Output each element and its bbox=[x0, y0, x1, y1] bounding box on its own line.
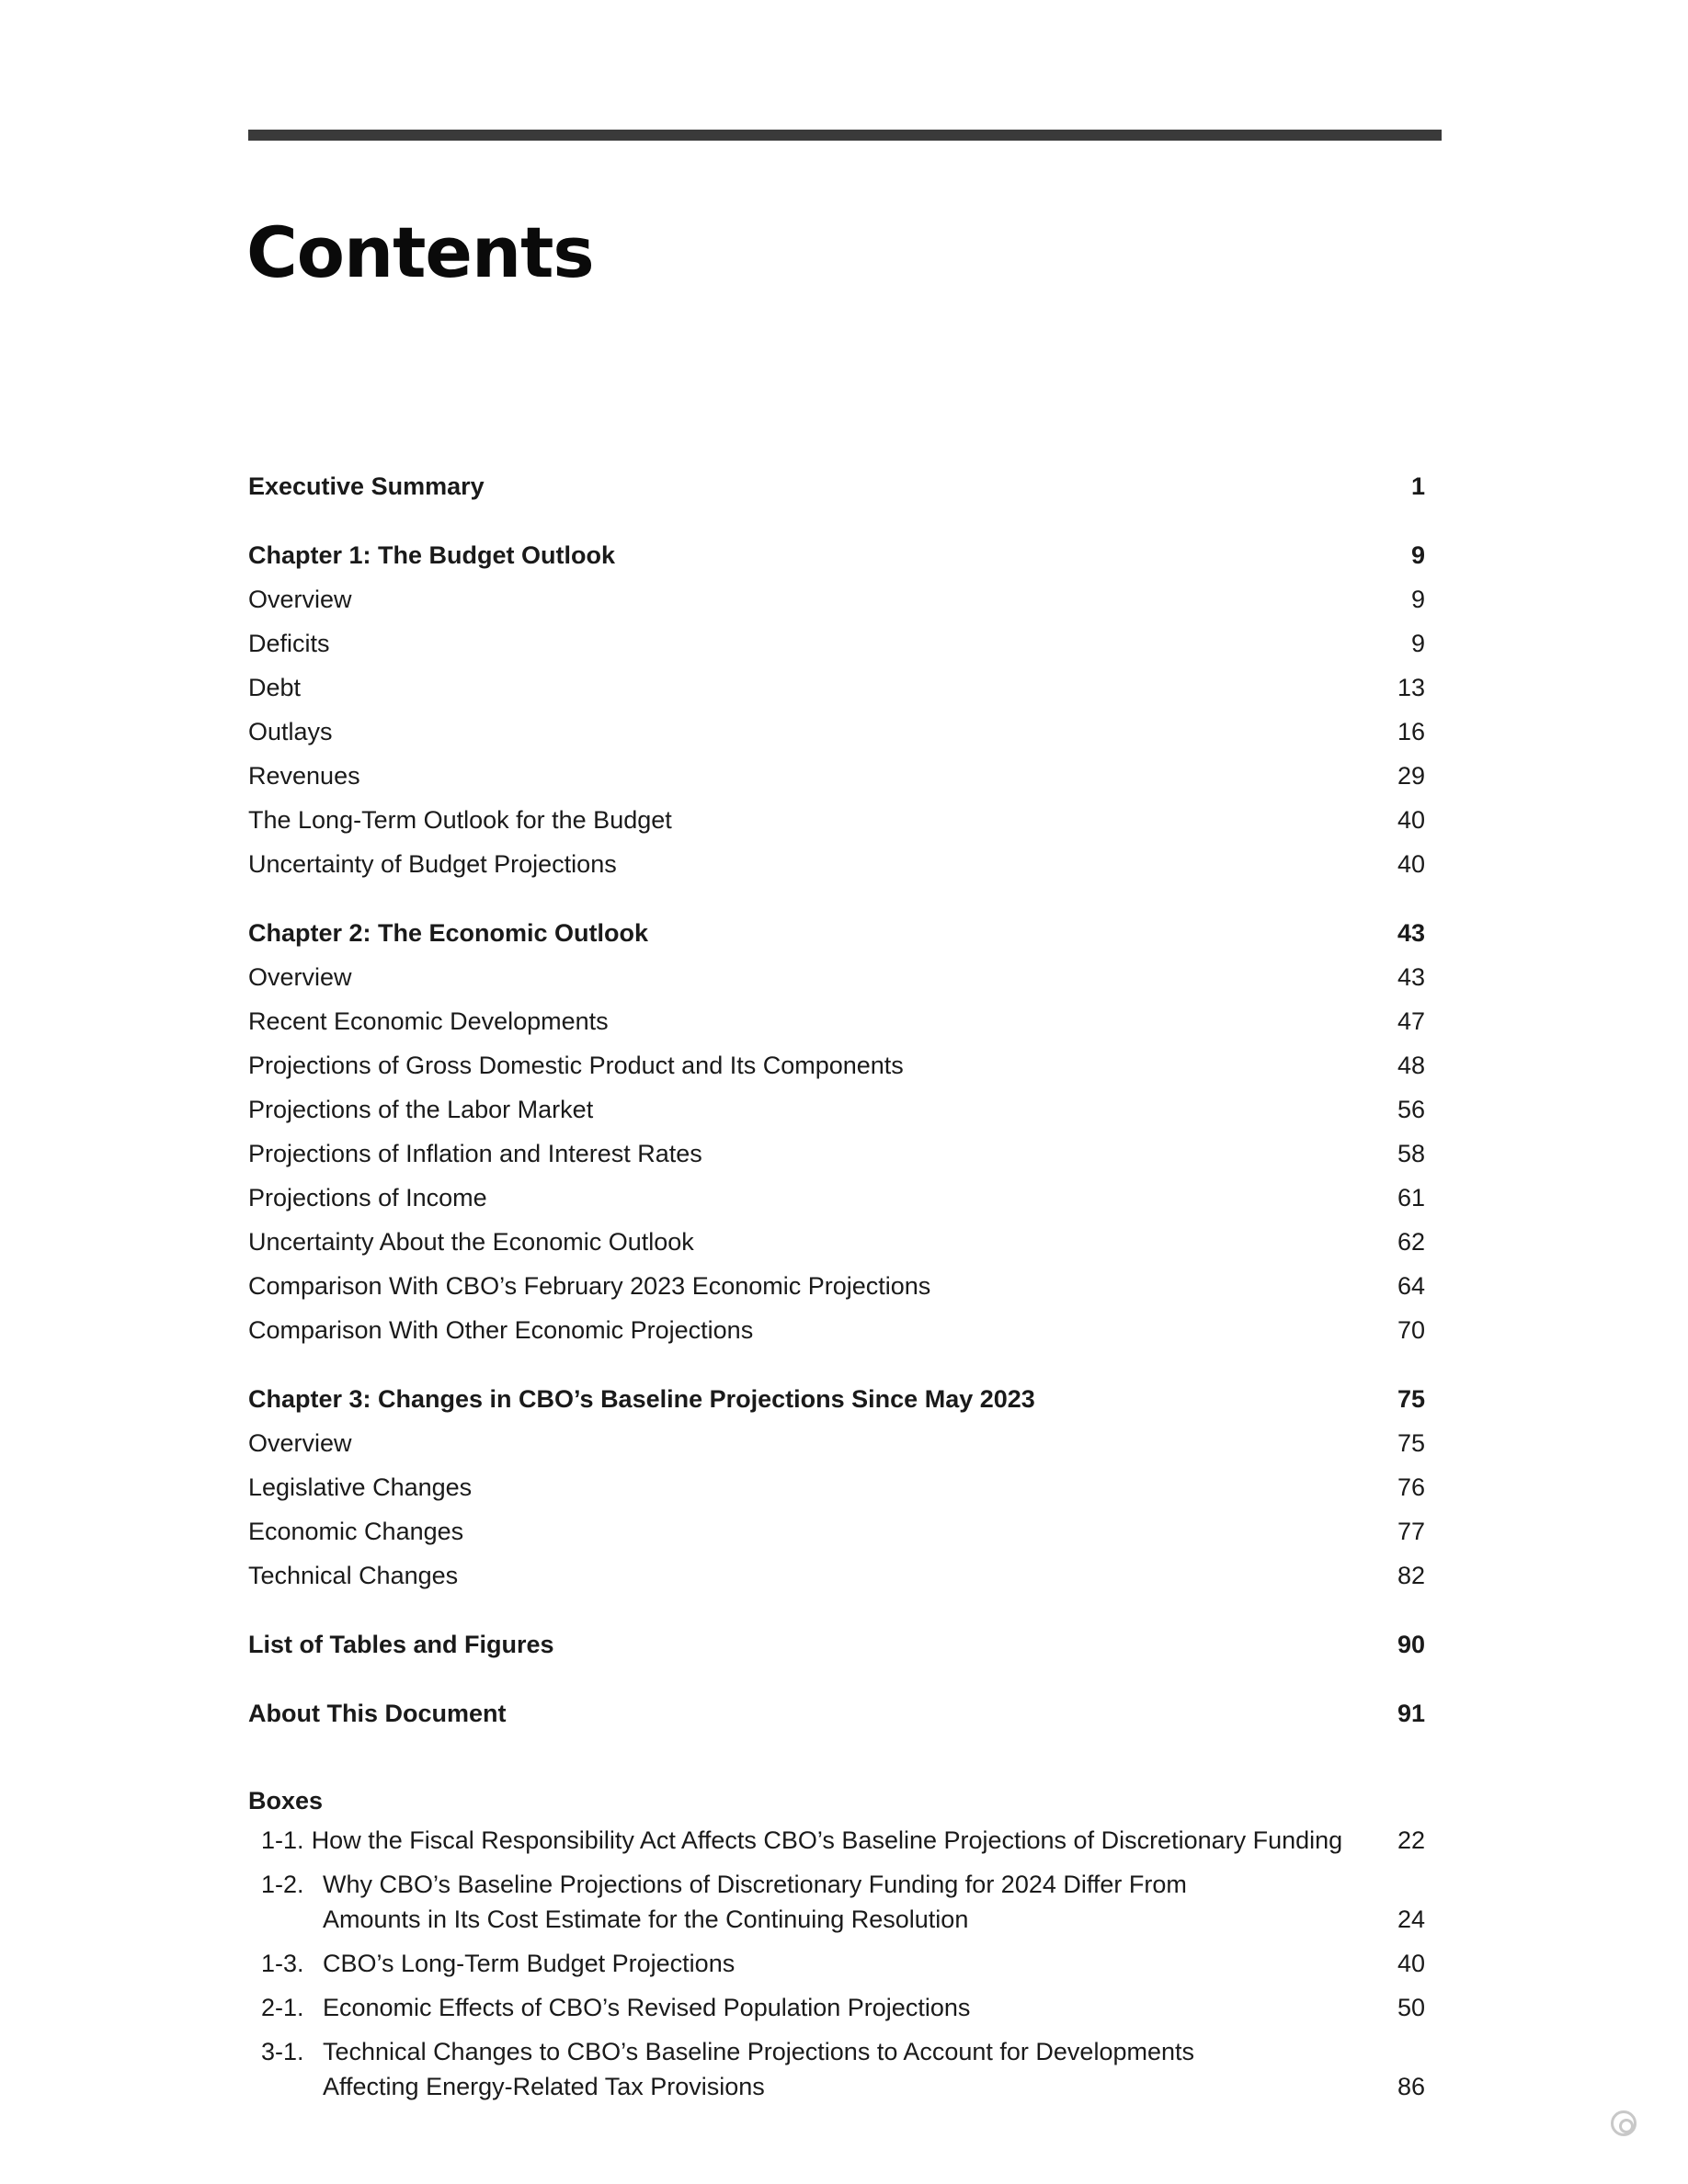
toc-section-entry[interactable] bbox=[248, 464, 1425, 508]
toc-entry-label: About This Document bbox=[248, 1699, 507, 1727]
toc-entry-page: 75 bbox=[1397, 1384, 1425, 1413]
toc-entry[interactable] bbox=[248, 577, 1425, 621]
toc-section-entry[interactable] bbox=[248, 1622, 1425, 1666]
toc-entry[interactable] bbox=[248, 999, 1425, 1043]
toc-entry[interactable] bbox=[248, 1132, 1425, 1176]
toc-entry-label: Projections of Gross Domestic Product and Its Components bbox=[248, 1051, 904, 1079]
box-entry[interactable] bbox=[248, 1823, 1425, 1858]
toc-entry[interactable] bbox=[248, 1509, 1425, 1553]
toc-entry-page: 70 bbox=[1397, 1315, 1425, 1344]
toc-entry-label: Overview bbox=[248, 962, 352, 991]
box-entry-title-line: How the Fiscal Responsibility Act Affects CBO’s Baseline Projections of Discretionary Funding bbox=[311, 1826, 1343, 1854]
table-of-contents bbox=[248, 464, 1425, 1735]
toc-section-entry[interactable] bbox=[248, 533, 1425, 577]
box-entry-title-line: Why CBO’s Baseline Projections of Discretionary Funding for 2024 Differ From bbox=[323, 1871, 1187, 1898]
toc-entry-label: Overview bbox=[248, 1428, 352, 1457]
toc-entry[interactable] bbox=[248, 1220, 1425, 1264]
toc-entry[interactable] bbox=[248, 754, 1425, 798]
box-entry[interactable] bbox=[248, 1946, 1425, 1981]
toc-entry-page: 48 bbox=[1397, 1051, 1425, 1079]
box-entry-title-line: Affecting Energy-Related Tax Provisions bbox=[323, 2073, 765, 2100]
box-entry-page: 50 bbox=[1397, 1994, 1425, 2021]
toc-entry[interactable] bbox=[248, 955, 1425, 999]
toc-entry-label: Projections of Inflation and Interest Rates bbox=[248, 1139, 702, 1167]
toc-entry-page: 76 bbox=[1397, 1473, 1425, 1501]
toc-entry[interactable] bbox=[248, 1264, 1425, 1308]
toc-entry-page: 90 bbox=[1397, 1630, 1425, 1658]
toc-entry-label: Technical Changes bbox=[248, 1561, 459, 1589]
toc-entry[interactable] bbox=[248, 1465, 1425, 1509]
box-entry-title-line: Technical Changes to CBO’s Baseline Projections to Account for Developments bbox=[323, 2038, 1195, 2065]
box-entry-number: 1-2. bbox=[261, 1871, 304, 1898]
toc-entry-label: Projections of Income bbox=[248, 1183, 487, 1211]
box-entry-page: 86 bbox=[1397, 2073, 1425, 2100]
box-entry-number: 1-1. bbox=[261, 1826, 304, 1854]
toc-entry-label: Deficits bbox=[248, 629, 330, 657]
toc-entry-page: 43 bbox=[1397, 962, 1425, 991]
box-entry-title bbox=[323, 1867, 1324, 1937]
toc-entry-label: Uncertainty About the Economic Outlook bbox=[248, 1227, 694, 1256]
box-entry-title-line: CBO’s Long-Term Budget Projections bbox=[323, 1950, 736, 1977]
toc-entry[interactable] bbox=[248, 798, 1425, 842]
box-entry-page: 22 bbox=[1397, 1826, 1425, 1854]
toc-section-entry[interactable] bbox=[248, 911, 1425, 955]
toc-entry[interactable] bbox=[248, 1087, 1425, 1132]
boxes-heading: Boxes bbox=[248, 1787, 324, 1814]
toc-entry-label: Revenues bbox=[248, 761, 360, 790]
toc-entry[interactable] bbox=[248, 1043, 1425, 1087]
toc-entry[interactable] bbox=[248, 710, 1425, 754]
toc-entry-label: Uncertainty of Budget Projections bbox=[248, 849, 617, 878]
toc-entry-label: Overview bbox=[248, 585, 352, 613]
toc-entry[interactable] bbox=[248, 1308, 1425, 1352]
toc-entry[interactable] bbox=[248, 621, 1425, 665]
toc-entry-label: The Long-Term Outlook for the Budget bbox=[248, 805, 672, 834]
toc-entry-label: Chapter 2: The Economic Outlook bbox=[248, 918, 649, 947]
toc-entry-page: 56 bbox=[1397, 1095, 1425, 1123]
box-entry-title-line: Amounts in Its Cost Estimate for the Continuing Resolution bbox=[323, 1905, 969, 1933]
box-entry-title bbox=[312, 1823, 1343, 1858]
toc-entry-page: 62 bbox=[1397, 1227, 1425, 1256]
watermark-icon bbox=[1611, 2110, 1637, 2136]
toc-entry[interactable] bbox=[248, 1553, 1425, 1598]
toc-entry-page: 61 bbox=[1397, 1183, 1425, 1211]
toc-entry-label: Debt bbox=[248, 673, 302, 701]
toc-entry-page: 29 bbox=[1397, 761, 1425, 790]
toc-entry-page: 40 bbox=[1397, 849, 1425, 878]
toc-entry-page: 16 bbox=[1397, 717, 1425, 745]
toc-entry-page: 40 bbox=[1397, 805, 1425, 834]
toc-entry-page: 13 bbox=[1397, 673, 1425, 701]
box-entry[interactable] bbox=[248, 2034, 1425, 2104]
header-rule bbox=[248, 130, 1442, 141]
toc-entry-page: 1 bbox=[1410, 472, 1425, 500]
toc-entry[interactable] bbox=[248, 842, 1425, 886]
toc-entry[interactable] bbox=[248, 665, 1425, 710]
toc-entry-label: Comparison With CBO’s February 2023 Economic Projections bbox=[248, 1271, 931, 1300]
toc-entry-page: 9 bbox=[1410, 540, 1425, 569]
toc-entry-page: 75 bbox=[1397, 1428, 1425, 1457]
toc-entry-label: Chapter 1: The Budget Outlook bbox=[248, 540, 616, 569]
box-entry-number: 3-1. bbox=[261, 2038, 304, 2065]
box-entry-page: 24 bbox=[1397, 1905, 1425, 1933]
toc-entry-page: 91 bbox=[1397, 1699, 1425, 1727]
box-entry-title bbox=[323, 1946, 1324, 1981]
toc-entry-label: Economic Changes bbox=[248, 1517, 464, 1545]
toc-entry[interactable] bbox=[248, 1176, 1425, 1220]
toc-entry-page: 9 bbox=[1410, 629, 1425, 657]
boxes-list bbox=[248, 1823, 1425, 2113]
box-entry-title-line: Economic Effects of CBO’s Revised Population Projections bbox=[323, 1994, 971, 2021]
toc-entry-label: Recent Economic Developments bbox=[248, 1007, 609, 1035]
toc-entry-page: 47 bbox=[1397, 1007, 1425, 1035]
box-entry-title bbox=[323, 2034, 1324, 2104]
box-entry[interactable] bbox=[248, 1990, 1425, 2025]
toc-entry-label: Legislative Changes bbox=[248, 1473, 473, 1501]
toc-entry-page: 77 bbox=[1397, 1517, 1425, 1545]
toc-entry-label: List of Tables and Figures bbox=[248, 1630, 554, 1658]
toc-entry-label: Outlays bbox=[248, 717, 333, 745]
box-entry-page: 40 bbox=[1397, 1950, 1425, 1977]
toc-entry-page: 64 bbox=[1397, 1271, 1425, 1300]
toc-entry-page: 58 bbox=[1397, 1139, 1425, 1167]
toc-section-entry[interactable] bbox=[248, 1691, 1425, 1735]
page-title: Contents bbox=[246, 211, 594, 293]
box-entry-title bbox=[323, 1990, 1324, 2025]
toc-entry-label: Projections of the Labor Market bbox=[248, 1095, 594, 1123]
box-entry-number: 1-3. bbox=[261, 1950, 304, 1977]
toc-entry-page: 82 bbox=[1397, 1561, 1425, 1589]
toc-entry-label: Chapter 3: Changes in CBO’s Baseline Projections Since May 2023 bbox=[248, 1384, 1035, 1413]
toc-entry-page: 9 bbox=[1410, 585, 1425, 613]
box-entry-number: 2-1. bbox=[261, 1994, 304, 2021]
toc-section-entry[interactable] bbox=[248, 1377, 1425, 1421]
box-entry[interactable] bbox=[248, 1867, 1425, 1937]
toc-entry-page: 43 bbox=[1397, 918, 1425, 947]
toc-entry[interactable] bbox=[248, 1421, 1425, 1465]
toc-entry-label: Comparison With Other Economic Projections bbox=[248, 1315, 754, 1344]
toc-entry-label: Executive Summary bbox=[248, 472, 485, 500]
